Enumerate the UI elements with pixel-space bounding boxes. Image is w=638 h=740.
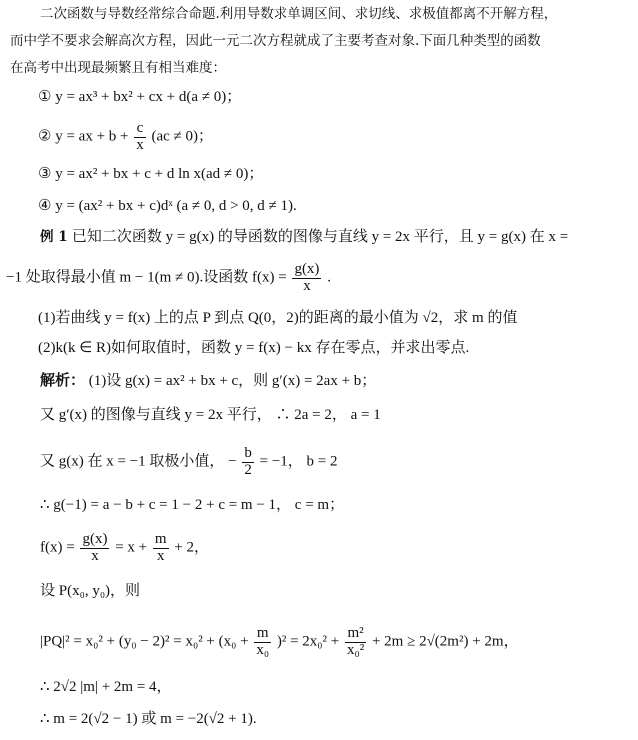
solution-step-1 [40, 374, 376, 389]
solution-step-5-numerator-2: m [154, 531, 167, 547]
type-2-fraction [134, 121, 146, 154]
intro-line-2: 而中学不要求会解高次方程，因此一元二次方程就成了主要考查对象.下面几种类型的函数 [10, 33, 541, 49]
type-2-denominator: x [136, 136, 144, 153]
type-2-prefix: ② y = ax + b + [38, 128, 129, 145]
solution-step-3-numerator: b [244, 445, 252, 461]
solution-step-7-numerator-1: m [254, 626, 271, 643]
solution-step-9: ∴ m = 2(√2 − 1) 或 m = −2(√2 + 1). [40, 711, 257, 727]
type-2 [38, 121, 213, 154]
type-2-suffix: (ac ≠ 0)； [151, 128, 214, 145]
example-line-2-suffix: . [327, 269, 331, 286]
solution-step-5-prefix: f(x) = [40, 539, 75, 556]
intro-line-1: 二次函数与导数经常综合命题.利用导数求单调区间、求切线、求极值都离不开解方程， [40, 6, 558, 22]
solution-step-7-fraction-2 [345, 626, 366, 659]
question-2: (2)k(k ∈ R)如何取值时，函数 y = f(x) − kx 存在零点，并求出零点. [38, 340, 470, 356]
type-4: ④ y = (ax² + bx + c)dˣ (a ≠ 0, d > 0, d ≠ 1). [38, 198, 297, 214]
solution-step-3-denominator: 2 [244, 461, 252, 478]
example-line-2-fraction [292, 262, 321, 295]
solution-step-5-denominator-2: x [156, 547, 165, 564]
solution-step-1-text: (1)设 g(x) = ax² + bx + c，则 g′(x) = 2ax + b； [88, 373, 377, 389]
solution-step-7-suffix: + 2m ≥ 2√(2m²) + 2m， [371, 633, 519, 650]
solution-step-5-denominator-1: x [91, 547, 99, 564]
solution-step-5-suffix: + 2， [174, 539, 210, 556]
solution-step-7 [40, 626, 519, 659]
example-text-1: 已知二次函数 y = g(x) 的导函数的图像与直线 y = 2x 平行，且 y = g(x) 在 x = [71, 229, 569, 245]
example-line-2-prefix: −1 处取得最小值 m − 1(m ≠ 0).设函数 f(x) = [6, 269, 287, 286]
example-line-2-numerator: g(x) [294, 261, 320, 277]
solution-step-5-fraction-1 [80, 532, 109, 565]
type-1: ① y = ax³ + bx² + cx + d(a ≠ 0)； [38, 89, 242, 105]
solution-step-7-middle: )² = 2x₀² + [276, 633, 340, 650]
solution-step-5-numerator-1: g(x) [82, 531, 108, 547]
solution-step-2: 又 g′(x) 的图像与直线 y = 2x 平行， ∴ 2a = 2， a = 1 [40, 407, 381, 423]
solution-label: 解析： [40, 373, 86, 389]
question-1: (1)若曲线 y = f(x) 上的点 P 到点 Q(0，2)的距离的最小值为 √2，求 m 的值 [38, 310, 518, 326]
solution-step-4: ∴ g(−1) = a − b + c = 1 − 2 + c = m − 1， c = m； [40, 497, 345, 513]
solution-step-3-prefix: 又 g(x) 在 x = −1 取极小值， − [40, 453, 237, 470]
solution-step-6: 设 P(x₀, y₀)，则 [40, 583, 141, 599]
intro-line-3: 在高考中出现最频繁且有相当难度： [10, 60, 226, 76]
solution-step-7-numerator-2: m² [345, 626, 366, 643]
solution-step-3-suffix: = −1， b = 2 [259, 453, 338, 470]
solution-step-7-denominator-2: x₀² [346, 641, 365, 658]
example-line-2 [6, 262, 331, 295]
solution-step-5 [40, 532, 209, 565]
type-3: ③ y = ax² + bx + c + d ln x(ad ≠ 0)； [38, 166, 264, 182]
solution-step-7-fraction-1 [254, 626, 271, 659]
solution-step-3 [40, 446, 338, 479]
solution-step-8: ∴ 2√2 |m| + 2m = 4， [40, 679, 172, 695]
solution-step-7-denominator-1: x₀ [256, 641, 270, 658]
example-line-2-denominator: x [303, 277, 311, 294]
solution-step-3-fraction [242, 446, 254, 479]
example-label: 例 1 [40, 229, 68, 245]
type-2-numerator: c [134, 121, 146, 138]
example-line-1 [40, 230, 568, 245]
solution-step-7-prefix: |PQ|² = x₀² + (y₀ − 2)² = x₀² + (x₀ + [40, 633, 249, 650]
solution-step-5-middle: = x + [115, 539, 148, 556]
solution-step-5-fraction-2 [153, 532, 169, 565]
